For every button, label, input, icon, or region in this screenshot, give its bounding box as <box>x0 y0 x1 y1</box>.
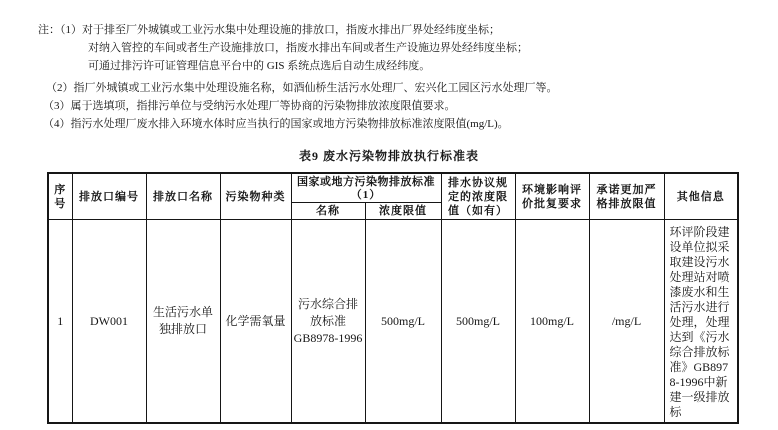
header-standard-group <box>291 173 441 203</box>
header-other-info: 其他信息 <box>664 173 738 220</box>
cell-eia-requirement: 100mg/L <box>515 220 589 424</box>
header-outlet-name: 排放口名称 <box>146 173 220 220</box>
cell-agreement-limit: 500mg/L <box>441 220 515 424</box>
discharge-standards-table <box>47 172 739 424</box>
note-line-1: 注：（1）对于排至厂外城镇或工业污水集中处理设施的排放口，指废水排出厂界处经纬度坐标； <box>38 24 500 36</box>
note-line-4: （4）指污水处理厂废水排入环境水体时应当执行的国家或地方污染物排放标准浓度限值(mg/L)。 <box>43 118 509 130</box>
cell-seq: 1 <box>48 220 72 424</box>
header-outlet-no: 排放口编号 <box>72 173 146 220</box>
table-title: 表9 废水污染物排放执行标准表 <box>298 149 479 163</box>
note-line-1c: 可通过排污许可证管理信息平台中的 GIS 系统点选后自动生成经纬度。 <box>88 60 431 72</box>
note-line-2: （2）指厂外城镇或工业污水集中处理设施名称，如酒仙桥生活污水处理厂、宏兴化工园区污水处理厂等。 <box>46 82 558 94</box>
header-concentration-limit: 浓度限值 <box>365 203 441 220</box>
cell-other-info: 环评阶段建设单位拟采取建设污水处理站对喷漆废水和生活污水进行处理，处理达到《污水综合排放标准》GB8978-1996中新建一级排放标 <box>664 220 738 424</box>
cell-outlet-no: DW001 <box>72 220 146 424</box>
note-line-1b: 对纳入管控的车间或者生产设施排放口，指废水排出车间或者生产设施边界处经纬度坐标； <box>88 42 528 54</box>
header-standard-group-line2: （1） <box>350 189 382 201</box>
header-agreement-limit: 排水协议规定的浓度限值（如有） <box>441 173 515 220</box>
header-standard-group-line1: 国家或地方污染物排放标准 <box>297 176 435 188</box>
header-standard-name: 名称 <box>291 203 365 220</box>
note-line-3: （3）属于选填项，指排污单位与受纳污水处理厂等协商的污染物排放浓度限值要求。 <box>43 100 456 112</box>
header-pollutant-type: 污染物种类 <box>220 173 291 220</box>
table-row <box>48 220 738 424</box>
cell-concentration-limit: 500mg/L <box>365 220 441 424</box>
notes-block <box>0 0 778 133</box>
header-seq: 序号 <box>48 173 72 220</box>
header-eia-requirement: 环境影响评价批复要求 <box>515 173 589 220</box>
cell-standard-name: 污水综合排放标准GB8978-1996 <box>291 220 365 424</box>
cell-pollutant-type: 化学需氧量 <box>220 220 291 424</box>
cell-outlet-name: 生活污水单独排放口 <box>146 220 220 424</box>
cell-stricter-commitment: /mg/L <box>589 220 664 424</box>
header-stricter-commitment: 承诺更加严格排放限值 <box>589 173 664 220</box>
